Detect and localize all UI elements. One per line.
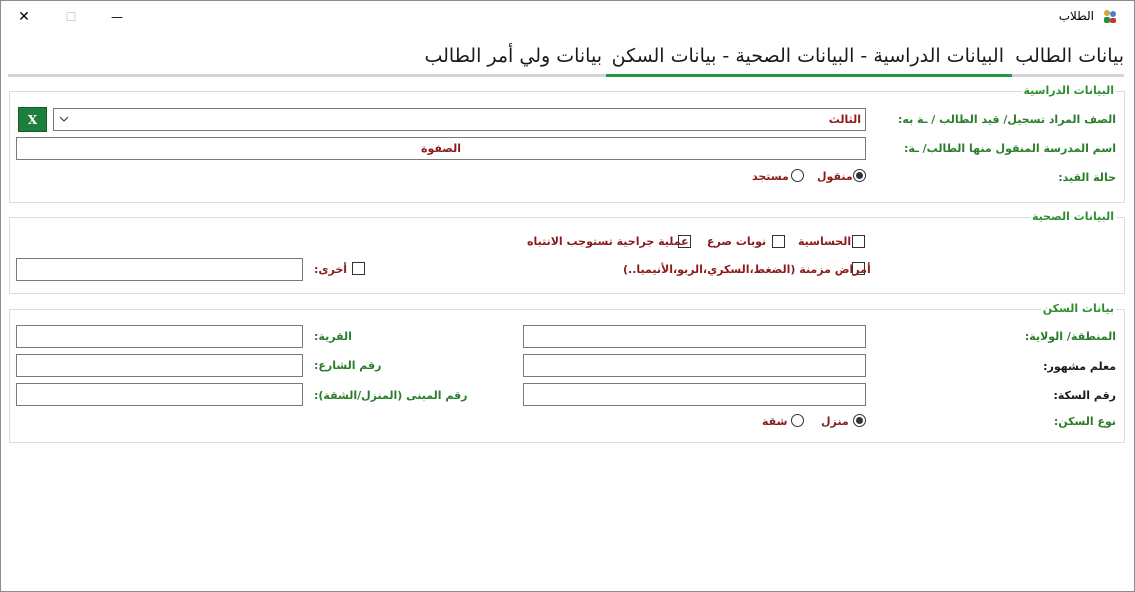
study-data-legend: البيانات الدراسية <box>1023 84 1114 97</box>
allergy-checkbox[interactable] <box>852 235 865 248</box>
seizures-checkbox[interactable] <box>772 235 785 248</box>
chevron-down-icon <box>58 112 70 126</box>
street-input[interactable] <box>16 354 303 377</box>
street-label: رقم الشارع: <box>314 359 382 372</box>
students-app-icon <box>1102 8 1118 24</box>
health-data-group <box>9 210 1125 294</box>
landmark-input[interactable] <box>523 354 866 377</box>
landmark-label: معلم مشهور: <box>1043 360 1116 373</box>
window-title: الطلاب <box>1058 9 1094 23</box>
minimize-icon: — <box>111 10 123 24</box>
housing-data-legend: بيانات السكن <box>1042 302 1114 315</box>
status-new-label: مستجد <box>752 170 789 183</box>
study-data-group <box>9 84 1125 203</box>
active-tab-indicator <box>606 74 1012 77</box>
tab-label: البيانات الدراسية - البيانات الصحية - بيانات السكن <box>611 45 1004 67</box>
housing-type-label: نوع السكن: <box>1053 415 1116 428</box>
alley-label: رقم السكة: <box>1053 389 1116 402</box>
previous-school-input[interactable]: الصفوة <box>16 137 866 160</box>
grade-label: الصف المراد تسجيل/ قيد الطالب / ـة به: <box>898 113 1116 126</box>
other-health-input[interactable] <box>16 258 303 281</box>
minimize-button[interactable] <box>94 1 140 33</box>
alley-input[interactable] <box>523 383 866 406</box>
grade-select[interactable] <box>53 108 866 131</box>
tab-label: بيانات الطالب <box>1015 45 1124 67</box>
other-checkbox[interactable] <box>352 262 365 275</box>
region-label: المنطقة/ الولاية: <box>1024 330 1116 343</box>
grade-value: الثالث <box>828 113 861 126</box>
close-button[interactable] <box>1 1 47 33</box>
allergy-label: الحساسية <box>798 235 852 248</box>
maximize-icon: ☐ <box>65 10 77 24</box>
surgery-label: عملية جراحية تستوجب الانتباه <box>527 235 689 248</box>
chronic-diseases-label: أمراض مزمنة (الضغط،السكري،الربو،الأنيميا..) <box>623 263 871 276</box>
housing-data-group <box>9 302 1125 443</box>
maximize-button[interactable] <box>48 1 94 33</box>
type-apartment-label: شقة <box>762 415 788 428</box>
status-new-radio[interactable] <box>791 169 804 182</box>
seizures-label: نوبات صرع <box>707 235 767 248</box>
village-input[interactable] <box>16 325 303 348</box>
type-apartment-radio[interactable] <box>791 414 804 427</box>
tab-label: بيانات ولي أمر الطالب <box>424 45 602 67</box>
status-transferred-radio[interactable] <box>853 169 866 182</box>
building-input[interactable] <box>16 383 303 406</box>
excel-export-button[interactable] <box>18 107 47 132</box>
title-bar <box>1 1 1134 33</box>
excel-icon: X <box>27 112 38 127</box>
previous-school-label: اسم المدرسة المنقول منها الطالب/ ـة: <box>904 142 1116 155</box>
tab-student-data[interactable] <box>1015 41 1124 77</box>
other-label: أخرى: <box>314 263 348 276</box>
tab-bar <box>8 41 1124 77</box>
health-data-legend: البيانات الصحية <box>1032 210 1114 223</box>
type-house-label: منزل <box>821 415 849 428</box>
tab-guardian-data[interactable] <box>424 41 602 77</box>
tab-study-health-housing[interactable] <box>612 41 1004 77</box>
enrollment-status-label: حالة القيد: <box>1058 171 1116 184</box>
status-transferred-label: منقول <box>817 170 853 183</box>
close-icon: ✕ <box>18 9 30 25</box>
village-label: القرية: <box>314 330 352 343</box>
region-input[interactable] <box>523 325 866 348</box>
building-label: رقم المبنى (المنزل/الشقة): <box>314 389 468 402</box>
type-house-radio[interactable] <box>853 414 866 427</box>
